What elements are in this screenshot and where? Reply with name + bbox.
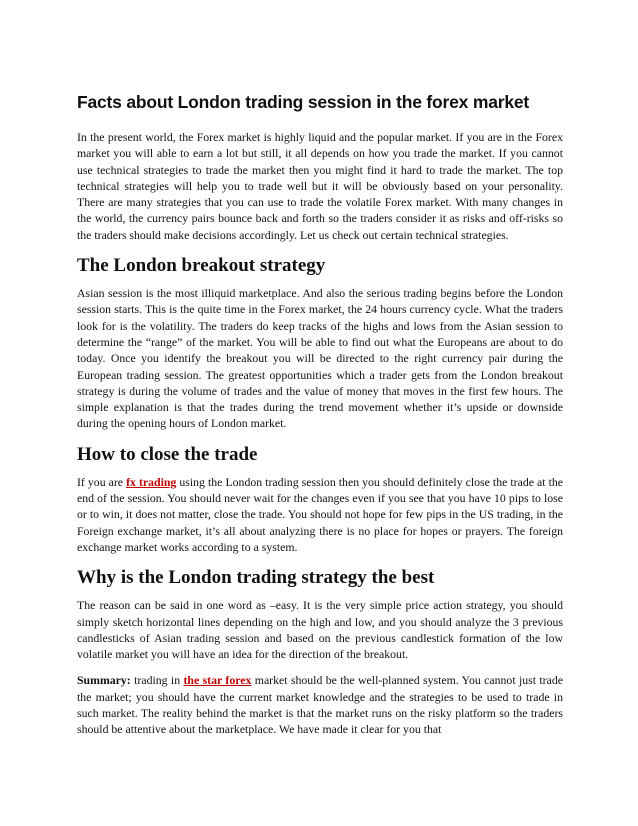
summary-text-end: market should be the well-planned system. You cannot just trade the market; you should have the current market knowledge and the strategies to be used to trade in such market. The reality behind the market is that the market runs on the risky platform so the traders should be attentive about the marketplace. We have made it clear for you that <box>77 673 563 737</box>
summary-label: Summary: <box>77 673 131 688</box>
london-breakout-paragraph: Asian session is the most illiquid marketplace. And also the serious trading begins before the London session starts. This is the quite time in the Forex market, the 24 hours currency cycle. What the traders look for is the volatility. The traders do keep tracks of the highs and lows from the Asian session to determine the “range” of the market. You will be able to find out what the Europeans are about to do today. Once you identify the breakout you will be directed to the right currency pair during the European trading session. The greatest opportunities which a trader gets from the London breakout strategy is during the volume of trades and the value of money that moves in the first few hours. The simple explanation is that the trades during the trend movement whether it’s upside or downside during the opening hours of London market. <box>77 286 563 431</box>
close-trade-paragraph <box>77 474 563 555</box>
fx-trading-link[interactable]: fx trading <box>126 474 177 489</box>
section-heading-why-best: Why is the London trading strategy the best <box>77 567 435 589</box>
summary-paragraph <box>77 672 563 737</box>
intro-paragraph: In the present world, the Forex market is highly liquid and the popular market. If you are in the Forex market you will able to earn a lot but still, it all depends on how you trade the market. If you cannot use technical strategies to trade the market then you might find it hard to trade the market. The top technical strategies will help you to trade well but it will be obviously based on your personality. There are many strategies that you can use to trade the volatile Forex market. With many changes in the world, the currency pairs bounce back and forth so the traders consider it as risks and off-risks so the traders should make decisions accordingly. Let us check out certain technical strategies. <box>77 130 563 242</box>
section-heading-london-breakout: The London breakout strategy <box>77 255 326 277</box>
why-best-paragraph: The reason can be said in one word as –easy. It is the very simple price action strategy, you should simply sketch horizontal lines depending on the high and low, and you should analyze the 3 previous candlesticks of Asian trading session and based on the previous candlestick formation of the low volatile market you will have an idea for the direction of the breakout. <box>77 598 563 662</box>
section-heading-close-trade: How to close the trade <box>77 443 258 465</box>
close-trade-text-end: using the London trading session then you should definitely close the trade at the end of the session. You should never wait for the changes even if you see that you have 10 pips to lose or to win, it does not matter, close the trade. You should not hope for few pips in the US trading, in the Foreign exchange market, it’s all about analyzing there is no place for hopes or prayers. The foreign exchange market works according to a system. <box>77 474 563 554</box>
document-page <box>77 92 563 750</box>
the-star-forex-link[interactable]: the star forex <box>183 673 252 688</box>
close-trade-text-start: If you are <box>77 474 127 489</box>
document-title: Facts about London trading session in the forex market <box>77 92 530 112</box>
summary-text-start: trading in <box>130 673 184 688</box>
